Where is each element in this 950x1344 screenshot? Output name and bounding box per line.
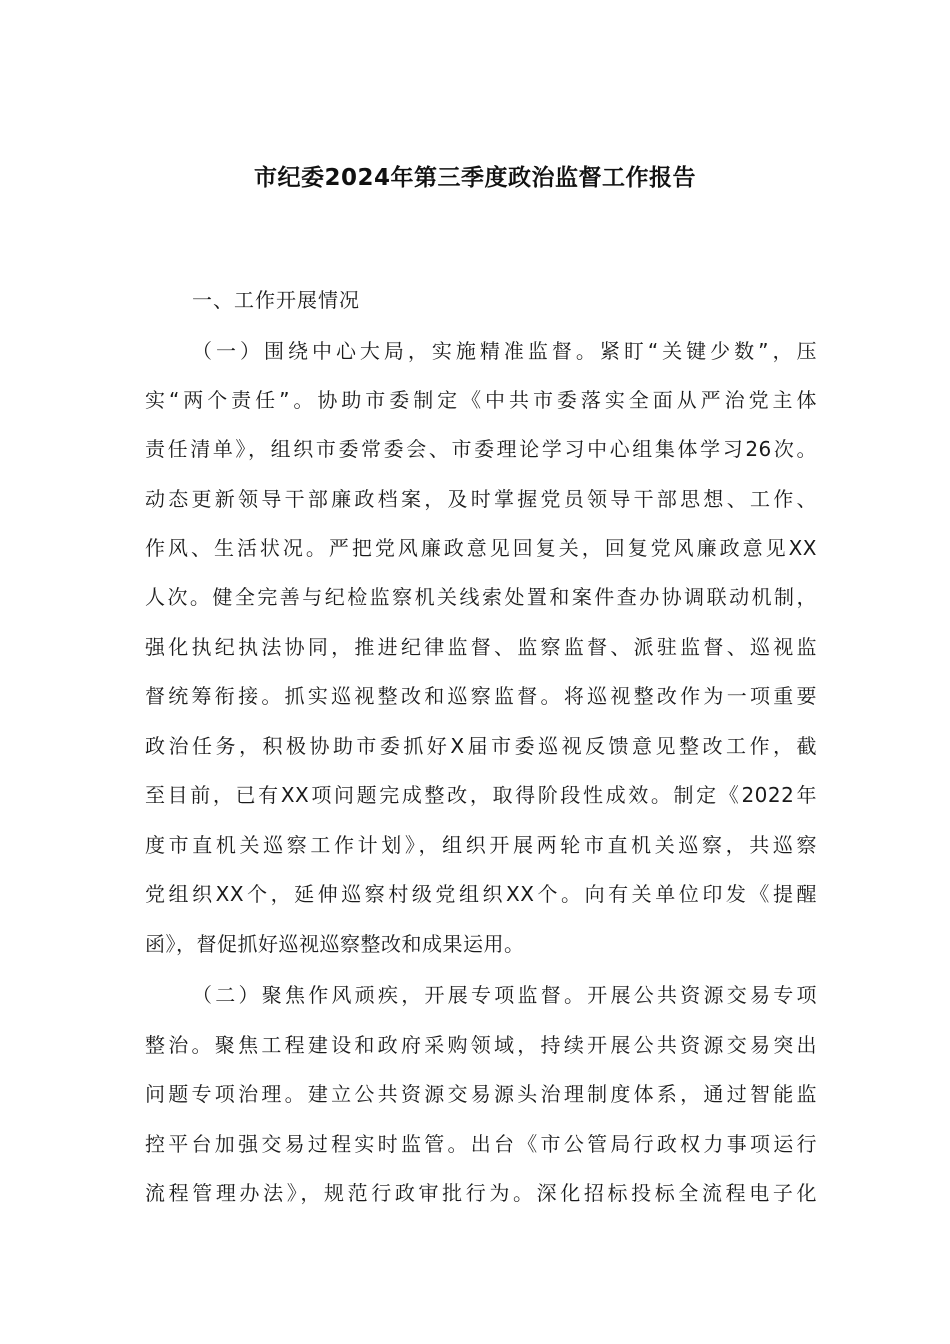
paragraph-line: 强化执纪执法协同，推进纪律监督、监察监督、派驻监督、巡视监	[145, 635, 817, 659]
paragraph-line: （二）聚焦作风顽疾，开展专项监督。开展公共资源交易专项	[192, 983, 817, 1007]
paragraph-line: 作风、生活状况。严把党风廉政意见回复关，回复党风廉政意见XX	[145, 536, 817, 560]
paragraph-line: 责任清单》，组织市委常委会、市委理论学习中心组集体学习26次。	[145, 437, 817, 461]
document-title: 市纪委2024年第三季度政治监督工作报告	[253, 165, 696, 191]
paragraph-line: 人次。健全完善与纪检监察机关线索处置和案件查办协调联动机制，	[145, 585, 817, 609]
paragraph-line: 整治。聚焦工程建设和政府采购领域，持续开展公共资源交易突出	[145, 1033, 817, 1057]
paragraph-line: 政治任务，积极协助市委抓好X届市委巡视反馈意见整改工作，截	[145, 734, 817, 758]
paragraph-line: 流程管理办法》，规范行政审批行为。深化招标投标全流程电子化	[145, 1181, 817, 1205]
paragraph-line: 控平台加强交易过程实时监管。出台《市公管局行政权力事项运行	[145, 1132, 817, 1156]
paragraph-line: 度市直机关巡察工作计划》，组织开展两轮市直机关巡察，共巡察	[145, 833, 817, 857]
paragraph-line: （一）围绕中心大局，实施精准监督。紧盯“关键少数”，压	[192, 339, 817, 363]
paragraph-line: 动态更新领导干部廉政档案，及时掌握党员领导干部思想、工作、	[145, 487, 817, 511]
paragraph-line: 实“两个责任”。协助市委制定《中共市委落实全面从严治党主体	[145, 388, 817, 412]
paragraph-line: 党组织XX个，延伸巡察村级党组织XX个。向有关单位印发《提醒	[145, 882, 817, 906]
section-heading: 一、工作开展情况	[192, 288, 360, 312]
paragraph-line: 督统筹衔接。抓实巡视整改和巡察监督。将巡视整改作为一项重要	[145, 684, 817, 708]
paragraph-line: 问题专项治理。建立公共资源交易源头治理制度体系，通过智能监	[145, 1082, 817, 1106]
paragraph-line: 函》，督促抓好巡视巡察整改和成果运用。	[145, 932, 525, 956]
paragraph-line: 至目前，已有XX项问题完成整改，取得阶段性成效。制定《2022年	[145, 783, 817, 807]
